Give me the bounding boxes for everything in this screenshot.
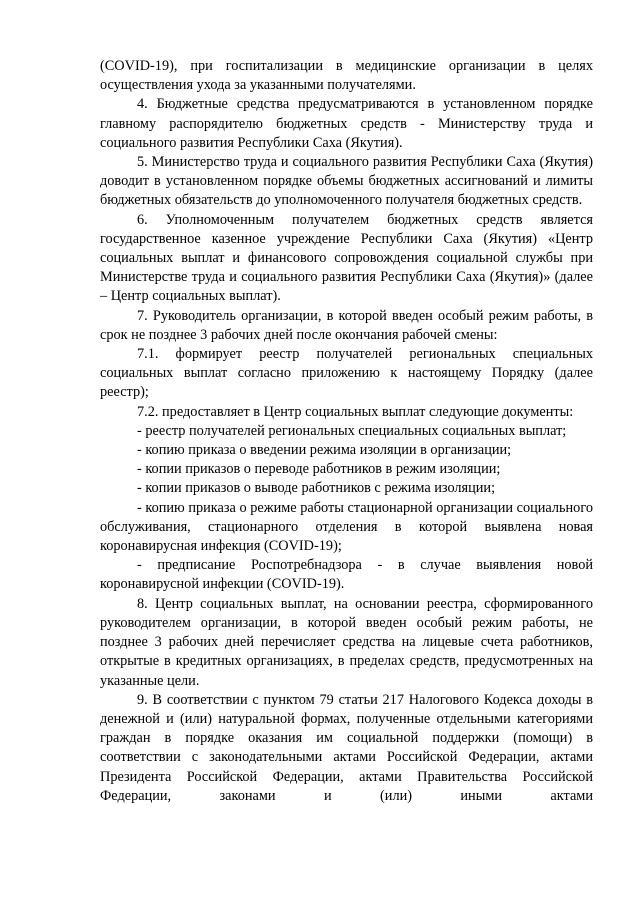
list-item-work-regime-order: - копию приказа о режиме работы стационарной организации социального обслуживания, стационарного отделения в которой выявлена новая коронавирусная инфекция (COVID-19);	[100, 499, 593, 555]
list-item-registry: - реестр получателей региональных специальных социальных выплат;	[137, 422, 567, 439]
list-item-transfer-orders: - копии приказов о переводе работников в режим изоляции;	[137, 461, 501, 478]
paragraph-5-ministry-limits: 5. Министерство труда и социального развития Республики Саха (Якутия) доводит в установленном порядке объемы бюджетных ассигнований и лимиты бюджетных обязательств до уполномоченного получателя бюджетных средств.	[100, 154, 593, 209]
paragraph-7-1-registry: 7.1. формирует реестр получателей региональных специальных социальных выплат согласно приложению к настоящему Порядку (далее реестр);	[100, 346, 593, 401]
paragraph-6-authorized-recipient: 6. Уполномоченным получателем бюджетных средств является государственное казенное учреждение Республики Саха (Якутия) «Центр социальных выплат и финансового сопровождения социальной службы при Министерстве труда и социального развития Республики Саха (Якутия)» (далее – Центр социальных выплат).	[100, 211, 593, 305]
paragraph-9-tax-code: 9. В соответствии с пунктом 79 статьи 217 Налогового Кодекса доходы в денежной и (или) натуральной формах, полученные отдельными категориями граждан в порядке оказания им социальной поддержки (помощи) в соответствии с законодательными актами Российской Федерации, актами Президента Российской Федерации, актами Правительства Российской Федерации, законами и (или) иными актами	[100, 691, 593, 804]
paragraph-7-2-documents: 7.2. предоставляет в Центр социальных выплат следующие документы:	[137, 403, 574, 420]
paragraph-covid-continuation: (COVID-19), при госпитализации в медицинские организации в целях осуществления ухода за указанными получателями.	[100, 58, 593, 94]
list-item-rospotrebnadzor-order: - предписание Роспотребнадзора - в случае выявления новой коронавирусной инфекции (COVID-19).	[100, 557, 593, 593]
paragraph-7-organization-head: 7. Руководитель организации, в которой введен особый режим работы, в срок не позднее 3 рабочих дней после окончания рабочей смены:	[100, 307, 593, 343]
paragraph-4-budget-funds: 4. Бюджетные средства предусматриваются в установленном порядке главному распорядителю бюджетных средств - Министерству труда и социального развития Республики Саха (Якутия).	[100, 96, 593, 151]
paragraph-8-payment-transfer: 8. Центр социальных выплат, на основании реестра, сформированного руководителем организации, в которой введен особый режим работы, не позднее 3 рабочих дней перечисляет средства на лицевые счета работников, открытые в кредитных организациях, в пределах средств, предусмотренных на указанные цели.	[100, 595, 593, 689]
list-item-withdrawal-orders: - копии приказов о выводе работников с режима изоляции;	[137, 480, 496, 497]
list-item-isolation-order: - копию приказа о введении режима изоляции в организации;	[137, 442, 512, 459]
